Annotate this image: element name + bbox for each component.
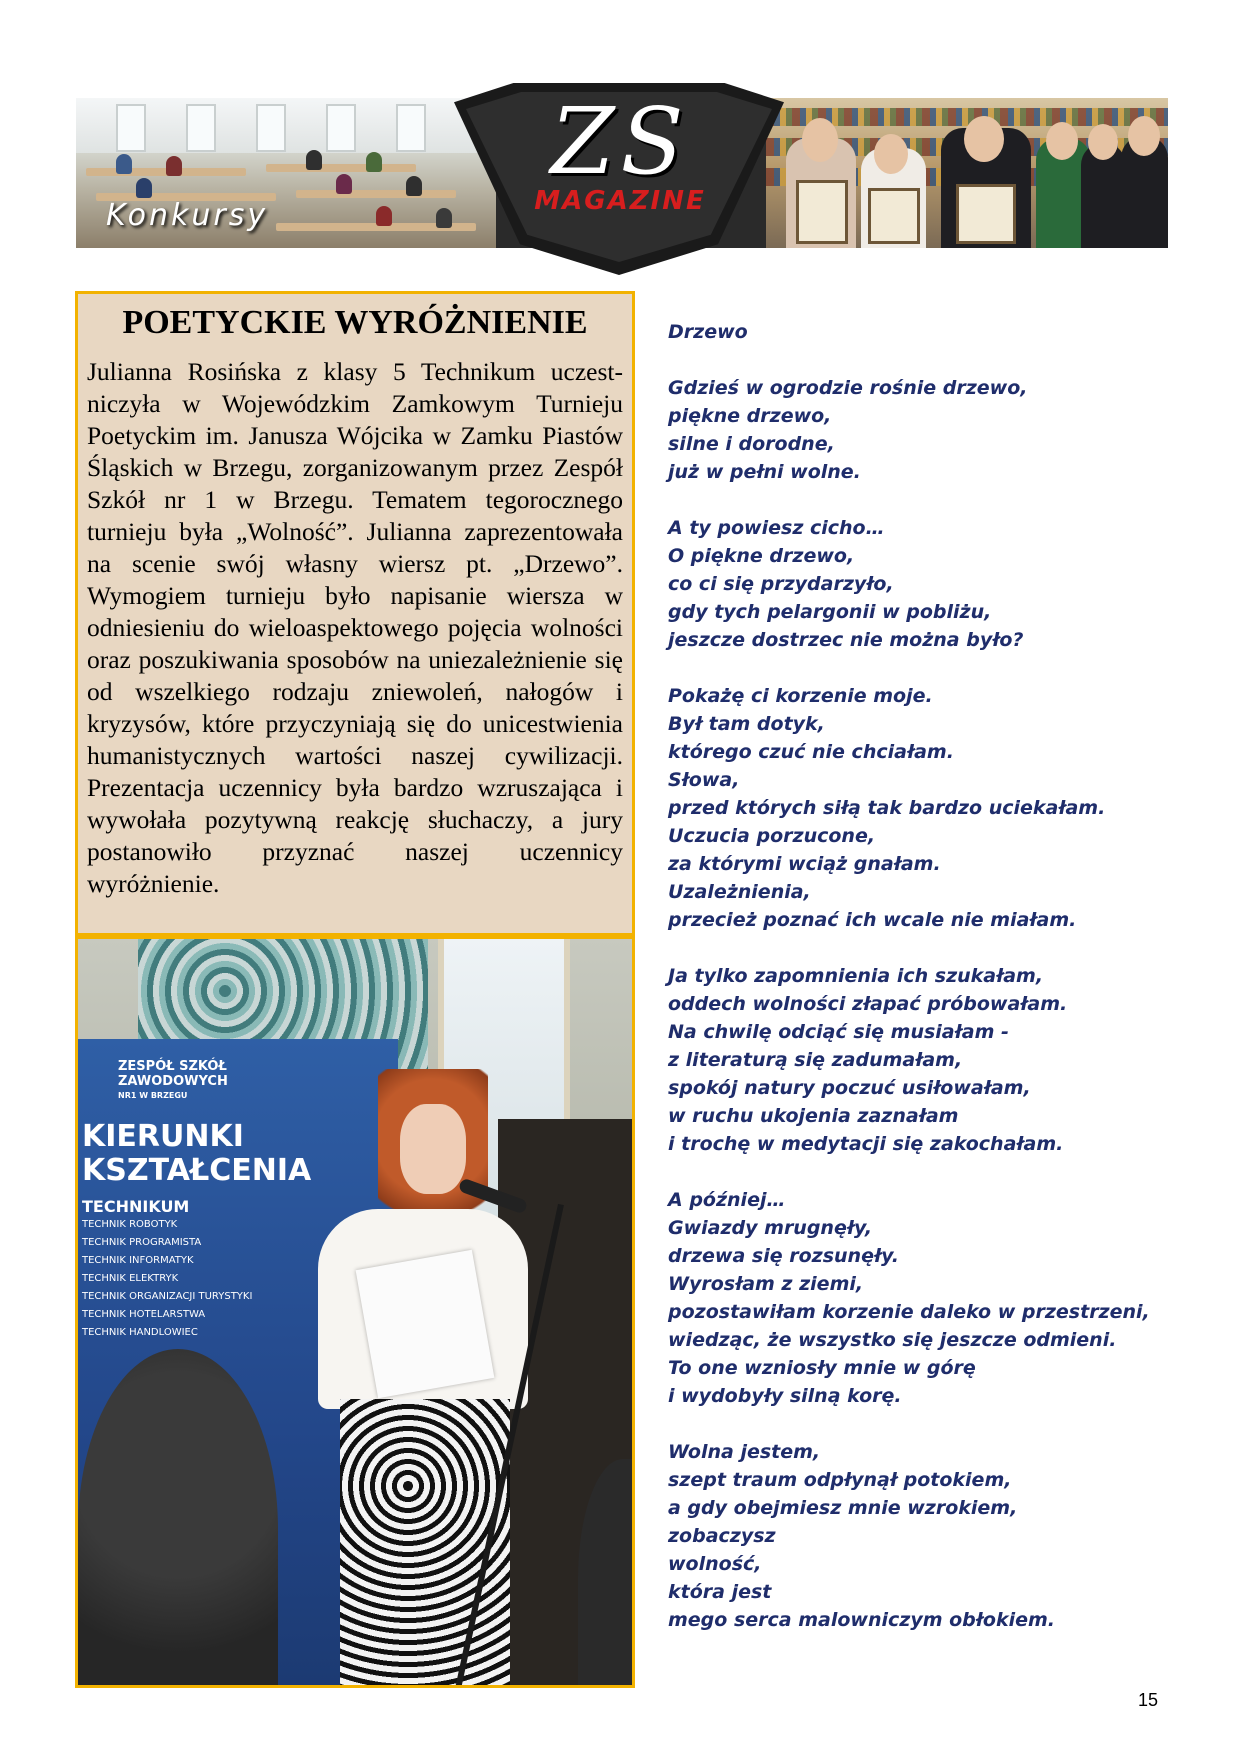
poem-line: spokój natury poczuć usiłowałam, bbox=[668, 1077, 1031, 1099]
rollup-item: TECHNIK HANDLOWIEC bbox=[82, 1327, 198, 1338]
poem-line: mego serca malowniczym obłokiem. bbox=[668, 1609, 1055, 1631]
poem-line: O piękne drzewo, bbox=[668, 545, 855, 567]
poem-line: Był tam dotyk, bbox=[668, 713, 825, 735]
poem-line: już w pełni wolne. bbox=[668, 461, 861, 483]
poem-line: gdy tych pelargonii w pobliżu, bbox=[668, 601, 992, 623]
rollup-item: TECHNIK ELEKTRYK bbox=[82, 1273, 179, 1284]
poem-line: A ty powiesz cicho… bbox=[668, 517, 885, 539]
section-label: Konkursy bbox=[106, 198, 269, 233]
poem-line bbox=[668, 934, 1208, 962]
poem-line: Pokażę ci korzenie moje. bbox=[668, 685, 933, 707]
poem-line: Gwiazdy mrugnęły, bbox=[668, 1217, 873, 1239]
logo-subtitle: MAGAZINE bbox=[534, 186, 706, 216]
article-body: Julianna Rosińska z klasy 5 Technikum uczestniczyła w Wojewódzkim Zamkowym Turnieju Poetyckim im. Janusza Wójcika w Zamku Piastów Śląskich w Brzegu, zorganizowanym przez Zespół Szkół nr 1 w Brzegu. Tematem tegorocznego turnieju była „Wolność”. Julianna zaprezentowała na scenie swój własny wiersz pt. „Drzewo”. Wymogiem turnieju było napisanie wiersza w odniesieniu do wieloaspektowego pojęcia wolności oraz poszukiwania sposobów na uniezależnienie się od wszelkiego rodzaju zniewoleń, nałogów i kryzysów, które przyczyniają się do unicestwienia humanistycznych wartości naszej cywilizacji. Prezentacja uczennicy była bardzo wzruszająca i wywołała pozytywną reakcję słuchaczy, a jury postanowiło przyznać naszej uczennicy wyróżnienie. bbox=[87, 357, 623, 898]
rollup-school-sub: NR1 W BRZEGU bbox=[118, 1091, 188, 1100]
poem-line: pozostawiłam korzenie daleko w przestrzeni, bbox=[668, 1301, 1150, 1323]
poem-line: a gdy obejmiesz mnie wzrokiem, bbox=[668, 1497, 1018, 1519]
poem-line: Wolna jestem, bbox=[668, 1441, 821, 1463]
poem-line: drzewa się rozsunęły. bbox=[668, 1245, 899, 1267]
rollup-item: TECHNIK ROBOTYK bbox=[82, 1219, 178, 1230]
rollup-item: TECHNIK ORGANIZACJI TURYSTYKI bbox=[82, 1291, 253, 1302]
poem-title: Drzewo bbox=[668, 321, 748, 343]
poem-line: Uczucia porzucone, bbox=[668, 825, 876, 847]
poem-line: wolność, bbox=[668, 1553, 762, 1575]
audience-member bbox=[78, 1349, 278, 1688]
paper-sheet bbox=[356, 1250, 495, 1399]
poem-line: Wyrosłam z ziemi, bbox=[668, 1273, 864, 1295]
recitation-photo bbox=[75, 936, 635, 1688]
poem-line: zobaczysz bbox=[668, 1525, 776, 1547]
poem-line bbox=[668, 346, 1208, 374]
poem-line: w ruchu ukojenia zaznałam bbox=[668, 1105, 959, 1127]
poem-line: i wydobyły silną korę. bbox=[668, 1385, 902, 1407]
rollup-school-name: ZESPÓŁ SZKÓŁ ZAWODOWYCH bbox=[118, 1059, 228, 1089]
poem-line: To one wzniosły mnie w górę bbox=[668, 1357, 976, 1379]
poem-line: przecież poznać ich wcale nie miałam. bbox=[668, 909, 1077, 931]
poem-line: jeszcze dostrzec nie można było? bbox=[668, 629, 1024, 651]
poem-line: szept traum odpłynął potokiem, bbox=[668, 1469, 1012, 1491]
rollup-heading-1: KIERUNKI bbox=[82, 1119, 244, 1154]
rollup-section: TECHNIKUM bbox=[82, 1197, 190, 1216]
poem-line bbox=[668, 1410, 1208, 1438]
poem-line: co ci się przydarzyło, bbox=[668, 573, 894, 595]
poem-line bbox=[668, 486, 1208, 514]
poem-line: oddech wolności złapać próbowałam. bbox=[668, 993, 1068, 1015]
poem-line: Na chwilę odciąć się musiałam - bbox=[668, 1021, 1009, 1043]
poem-line: która jest bbox=[668, 1581, 772, 1603]
poem-line: wiedząc, że wszystko się jeszcze odmieni. bbox=[668, 1329, 1117, 1351]
poem-line: A później… bbox=[668, 1189, 786, 1211]
poem-line bbox=[668, 1158, 1208, 1186]
poem-line: silne i dorodne, bbox=[668, 433, 835, 455]
rollup-item: TECHNIK HOTELARSTWA bbox=[82, 1309, 206, 1320]
poem-line: którego czuć nie chciałam. bbox=[668, 741, 954, 763]
rollup-item: TECHNIK PROGRAMISTA bbox=[82, 1237, 202, 1248]
poem bbox=[668, 318, 1208, 1634]
poem-line: Uzależnienia, bbox=[668, 881, 811, 903]
page-number: 15 bbox=[1138, 1690, 1159, 1710]
poem-line: piękne drzewo, bbox=[668, 405, 832, 427]
classroom-photo bbox=[76, 98, 496, 248]
logo-letters: ZS bbox=[550, 88, 690, 195]
poem-line bbox=[668, 654, 1208, 682]
rollup-heading-2: KSZTAŁCENIA bbox=[82, 1153, 312, 1188]
poem-line: Ja tylko zapomnienia ich szukałam, bbox=[668, 965, 1044, 987]
rollup-item: TECHNIK INFORMATYK bbox=[82, 1255, 194, 1266]
article-box bbox=[75, 291, 635, 936]
award-photo bbox=[766, 98, 1168, 248]
poem-line: za którymi wciąż gnałam. bbox=[668, 853, 941, 875]
poem-line: Słowa, bbox=[668, 769, 740, 791]
poem-line: przed których siłą tak bardzo uciekałam. bbox=[668, 797, 1106, 819]
article-title: POETYCKIE WYRÓŻNIENIE bbox=[122, 304, 588, 341]
poem-line: z literaturą się zadumałam, bbox=[668, 1049, 963, 1071]
poem-line: i trochę w medytacji się zakochałam. bbox=[668, 1133, 1064, 1155]
poem-line: Gdzieś w ogrodzie rośnie drzewo, bbox=[668, 377, 1028, 399]
